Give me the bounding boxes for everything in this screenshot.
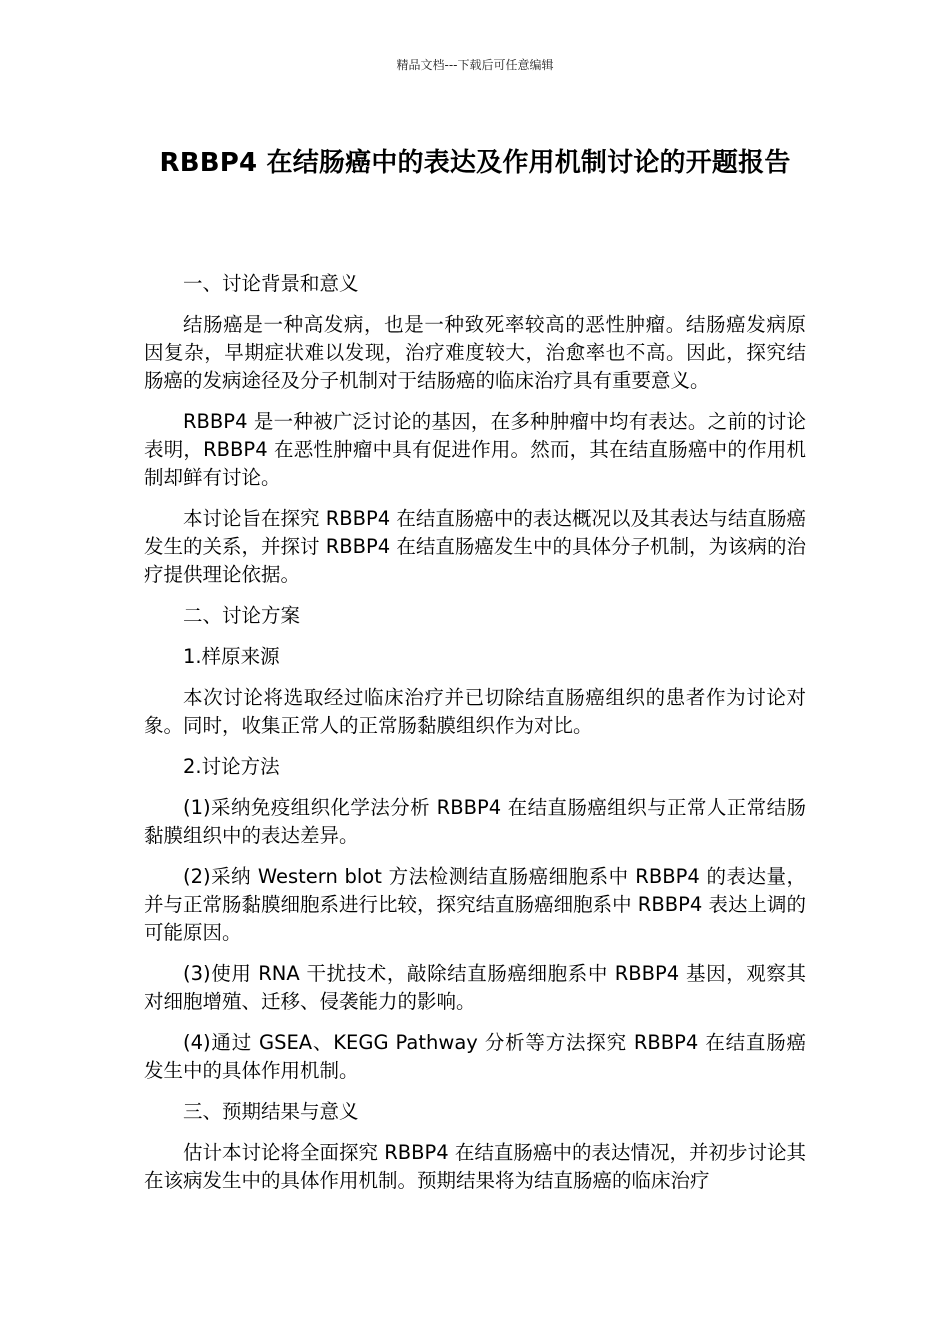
method-item-4: (4)通过 GSEA、KEGG Pathway 分析等方法探究 RBBP4 在结直肠癌发生中的具体作用机制。 bbox=[144, 1031, 806, 1082]
paragraph-background-2: RBBP4 是一种被广泛讨论的基因，在多种肿瘤中均有表达。之前的讨论表明，RBBP4 在恶性肿瘤中具有促进作用。然而，其在结直肠癌中的作用机制却鲜有讨论。 bbox=[144, 410, 806, 489]
section-heading-plan: 二、讨论方案 bbox=[183, 604, 301, 627]
subheading-methods: 2.讨论方法 bbox=[183, 755, 280, 778]
method-item-3: (3)使用 RNA 干扰技术，敲除结直肠癌细胞系中 RBBP4 基因，观察其对细胞增殖、迁移、侵袭能力的影响。 bbox=[144, 962, 806, 1013]
document-title: RBBP4 在结肠癌中的表达及作用机制讨论的开题报告 bbox=[159, 148, 791, 178]
document-body bbox=[144, 270, 806, 1208]
method-item-2: (2)采纳 Western blot 方法检测结直肠癌细胞系中 RBBP4 的表达量，并与正常肠黏膜细胞系进行比较，探究结直肠癌细胞系中 RBBP4 表达上调的可能原因。 bbox=[144, 865, 806, 944]
method-item-1: (1)采纳免疫组织化学法分析 RBBP4 在结直肠癌组织与正常人正常结肠黏膜组织中的表达差异。 bbox=[144, 796, 806, 847]
paragraph-background-1: 结肠癌是一种高发病，也是一种致死率较高的恶性肿瘤。结肠癌发病原因复杂，早期症状难以发现，治疗难度较大，治愈率也不高。因此，探究结肠癌的发病途径及分子机制对于结肠癌的临床治疗具有重要意义。 bbox=[144, 313, 806, 392]
paragraph-expected-results: 估计本讨论将全面探究 RBBP4 在结直肠癌中的表达情况，并初步讨论其在该病发生中的具体作用机制。预期结果将为结直肠癌的临床治疗 bbox=[144, 1141, 806, 1192]
section-heading-background: 一、讨论背景和意义 bbox=[183, 272, 359, 295]
subheading-sample-source: 1.样原来源 bbox=[183, 645, 280, 668]
paragraph-sample-source: 本次讨论将选取经过临床治疗并已切除结直肠癌组织的患者作为讨论对象。同时，收集正常人的正常肠黏膜组织作为对比。 bbox=[144, 686, 806, 737]
section-heading-expected-results: 三、预期结果与意义 bbox=[183, 1100, 359, 1123]
paragraph-background-3: 本讨论旨在探究 RBBP4 在结直肠癌中的表达概况以及其表达与结直肠癌发生的关系，并探讨 RBBP4 在结直肠癌发生中的具体分子机制，为该病的治疗提供理论依据。 bbox=[144, 507, 806, 586]
header-note: 精品文档---下载后可任意编辑 bbox=[396, 58, 554, 72]
